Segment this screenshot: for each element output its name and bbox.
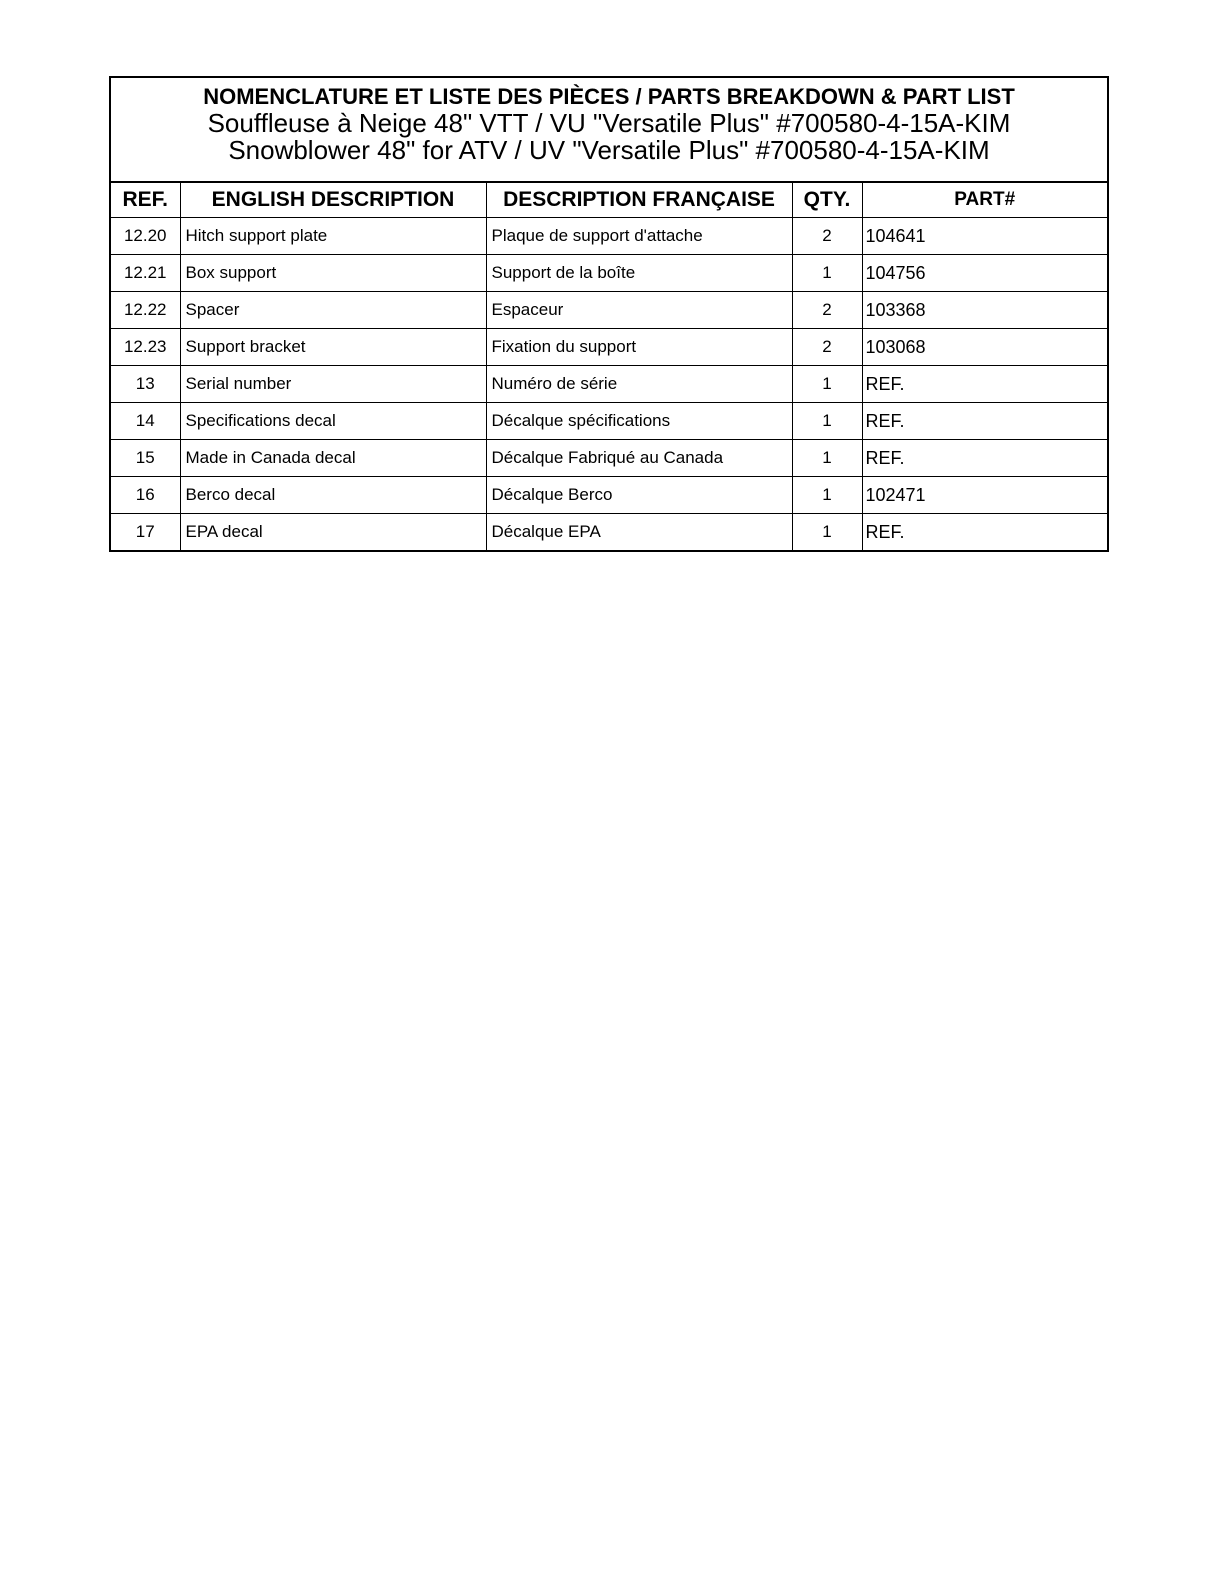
english-description-cell: EPA decal — [180, 514, 486, 551]
part-number-cell: REF. — [862, 440, 1107, 477]
ref-cell: 16 — [111, 477, 180, 514]
column-header-english: ENGLISH DESCRIPTION — [180, 183, 486, 218]
quantity-cell: 1 — [792, 403, 862, 440]
english-description-cell: Specifications decal — [180, 403, 486, 440]
ref-cell: 13 — [111, 366, 180, 403]
french-description-cell: Décalque EPA — [486, 514, 792, 551]
quantity-cell: 1 — [792, 514, 862, 551]
column-header-ref: REF. — [111, 183, 180, 218]
table-row — [111, 218, 1107, 255]
table-row — [111, 514, 1107, 551]
table-row — [111, 292, 1107, 329]
french-description-cell: Décalque spécifications — [486, 403, 792, 440]
quantity-cell: 1 — [792, 255, 862, 292]
ref-cell: 12.23 — [111, 329, 180, 366]
part-number-cell: REF. — [862, 366, 1107, 403]
quantity-cell: 2 — [792, 218, 862, 255]
french-description-cell: Numéro de série — [486, 366, 792, 403]
quantity-cell: 1 — [792, 477, 862, 514]
quantity-cell: 1 — [792, 366, 862, 403]
part-number-cell: 103368 — [862, 292, 1107, 329]
ref-cell: 12.22 — [111, 292, 180, 329]
ref-cell: 15 — [111, 440, 180, 477]
document-header — [111, 78, 1107, 183]
table-row — [111, 403, 1107, 440]
french-description-cell: Décalque Fabriqué au Canada — [486, 440, 792, 477]
ref-cell: 12.21 — [111, 255, 180, 292]
part-number-cell: 102471 — [862, 477, 1107, 514]
product-title-english: Snowblower 48" for ATV / UV "Versatile Plus" #700580-4-15A-KIM — [228, 135, 990, 165]
table-row — [111, 477, 1107, 514]
quantity-cell: 2 — [792, 329, 862, 366]
document-title: NOMENCLATURE ET LISTE DES PIÈCES / PARTS BREAKDOWN & PART LIST — [203, 84, 1015, 109]
table-row — [111, 329, 1107, 366]
part-number-cell: 103068 — [862, 329, 1107, 366]
english-description-cell: Made in Canada decal — [180, 440, 486, 477]
english-description-cell: Hitch support plate — [180, 218, 486, 255]
product-title-french: Souffleuse à Neige 48" VTT / VU "Versatile Plus" #700580-4-15A-KIM — [207, 108, 1011, 138]
part-number-cell: REF. — [862, 403, 1107, 440]
table-row — [111, 366, 1107, 403]
french-description-cell: Support de la boîte — [486, 255, 792, 292]
ref-cell: 14 — [111, 403, 180, 440]
french-description-cell: Espaceur — [486, 292, 792, 329]
english-description-cell: Support bracket — [180, 329, 486, 366]
column-header-qty: QTY. — [792, 183, 862, 218]
parts-table — [111, 183, 1107, 550]
english-description-cell: Berco decal — [180, 477, 486, 514]
parts-list-sheet — [109, 76, 1109, 552]
ref-cell: 17 — [111, 514, 180, 551]
english-description-cell: Spacer — [180, 292, 486, 329]
french-description-cell: Plaque de support d'attache — [486, 218, 792, 255]
french-description-cell: Décalque Berco — [486, 477, 792, 514]
english-description-cell: Box support — [180, 255, 486, 292]
table-row — [111, 255, 1107, 292]
part-number-cell: REF. — [862, 514, 1107, 551]
french-description-cell: Fixation du support — [486, 329, 792, 366]
table-header-row — [111, 183, 1107, 218]
part-number-cell: 104641 — [862, 218, 1107, 255]
column-header-part: PART# — [862, 183, 1107, 218]
english-description-cell: Serial number — [180, 366, 486, 403]
quantity-cell: 1 — [792, 440, 862, 477]
ref-cell: 12.20 — [111, 218, 180, 255]
column-header-french: DESCRIPTION FRANÇAISE — [486, 183, 792, 218]
quantity-cell: 2 — [792, 292, 862, 329]
part-number-cell: 104756 — [862, 255, 1107, 292]
table-row — [111, 440, 1107, 477]
